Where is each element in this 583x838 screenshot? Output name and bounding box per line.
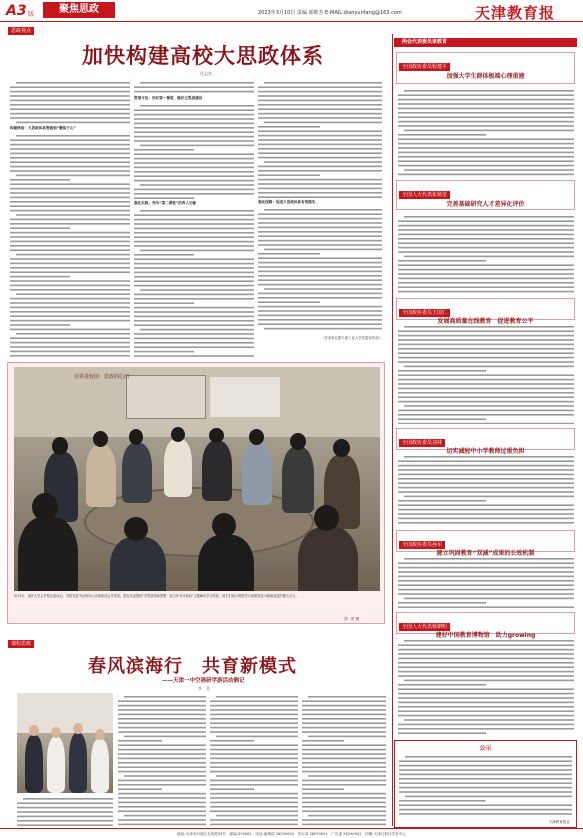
masthead-logo: 天津教育报	[475, 4, 556, 22]
photo2-student-face	[51, 727, 61, 738]
body-text-texture	[134, 103, 254, 199]
notice-signature: 天津教育报社	[548, 820, 570, 824]
notice-box[interactable]	[394, 740, 577, 828]
text-block	[398, 638, 574, 734]
rc-item-box[interactable]	[396, 428, 575, 455]
section-tag-sizheng: 思政视点	[8, 27, 34, 35]
photo2-student	[69, 733, 87, 793]
page-plate: 版	[28, 11, 35, 18]
article-headline[interactable]: 加快构建高校大思政体系	[82, 43, 324, 68]
body-text-texture	[398, 638, 574, 734]
column-name-badge: 聚焦思政	[43, 2, 115, 18]
rc-item-label: 全国政协委员王国仁	[399, 309, 450, 317]
photo-person-head	[52, 437, 68, 455]
photo-person	[86, 445, 116, 507]
article-byline: 任志会	[200, 71, 212, 76]
photo-person-head	[212, 513, 236, 538]
body-text-texture	[10, 133, 130, 358]
text-block	[399, 754, 572, 818]
page-footer: 地址:天津市河西区友谊路35号 邮编:300061 电话:编辑部 28290000 发行部 28290001 广告部 28290002 印刷:天津日报社印务中心	[0, 828, 583, 838]
article2-headline[interactable]: 春风滨海行 共育新模式	[88, 656, 297, 677]
rc-item-title: 建立巩固教育“双减”成果的长效机制	[436, 550, 535, 557]
rc-item-title: 加强大学生群体极端心理重建	[446, 73, 525, 80]
body-text-texture	[398, 88, 574, 176]
body-text-texture	[302, 694, 386, 826]
paragraph-head: 强化实践：突出“第二课堂”的育人功能	[134, 201, 197, 205]
photo-person-head	[209, 428, 224, 443]
text-block	[134, 103, 254, 199]
body-text-texture	[399, 754, 572, 818]
photo-person	[202, 441, 232, 501]
photo-person-foreground	[18, 517, 78, 591]
photo2-student	[25, 735, 43, 793]
text-block	[134, 80, 254, 94]
rc-item-label: 全国政协委员程建平	[399, 63, 450, 71]
text-block	[398, 324, 574, 424]
rc-item-label: 全国人大代表杨朝明	[399, 623, 450, 631]
text-block	[398, 214, 574, 294]
page-header	[0, 0, 583, 22]
photo-person	[282, 447, 314, 513]
rc-item-title: 完善基础研究人才差异化评价	[446, 201, 525, 208]
rc-item-title: 建好中国教育博物馆 助力growing	[435, 632, 536, 639]
body-text-texture	[10, 80, 130, 124]
text-block	[398, 454, 574, 526]
article2-byline: 李 菲	[198, 686, 210, 691]
body-text-texture	[258, 80, 382, 198]
photo2-student-face	[95, 729, 105, 740]
photo-person-head	[333, 439, 350, 457]
body-text-texture	[258, 207, 382, 333]
body-text-texture	[118, 694, 206, 826]
right-column-section-title: 两会代表委员谈教育	[394, 38, 577, 47]
rc-item-label: 全国政协委员刘林	[399, 439, 445, 447]
rc-item-box[interactable]	[396, 298, 575, 325]
column-divider	[392, 34, 393, 826]
rc-item-box[interactable]	[396, 52, 575, 84]
photo2-student	[47, 737, 65, 793]
photo-person-head	[124, 517, 148, 541]
paragraph-head: 贯彻方法：用好第一课堂，做好主渠道建设	[134, 96, 203, 100]
photo-person	[242, 443, 272, 505]
body-text-texture	[398, 556, 574, 608]
article-column-3	[258, 80, 382, 358]
photo2-student-face	[73, 723, 83, 734]
body-text-texture	[134, 80, 254, 94]
body-text-texture	[17, 796, 113, 826]
photo2-student-face	[29, 725, 39, 736]
photo-person	[164, 439, 192, 497]
body-text-texture	[398, 214, 574, 294]
students-photo[interactable]	[17, 693, 113, 793]
rc-item-box[interactable]	[396, 612, 575, 639]
notice-title: 公示	[479, 745, 492, 752]
photo-person-head	[290, 433, 306, 450]
rc-item-box[interactable]	[396, 180, 575, 210]
photo-person-foreground	[198, 535, 254, 591]
rc-item-box[interactable]	[396, 530, 575, 557]
seminar-photo[interactable]	[14, 367, 380, 591]
rc-item-title: 发展高质量在线教育 促进教育公平	[437, 318, 534, 325]
dateline: 2023年3月10日 责编 邱维芳 E-MAIL:dianyunfang@163.com	[258, 10, 402, 16]
photo-person-head	[249, 429, 264, 445]
photo-person-foreground	[298, 527, 358, 591]
page-number: A3	[6, 3, 27, 19]
text-block	[398, 88, 574, 176]
text-block	[258, 80, 382, 198]
body-text-texture	[210, 694, 298, 826]
text-block	[134, 208, 254, 358]
body-text-texture	[398, 324, 574, 424]
article-column-2	[134, 80, 254, 358]
text-block	[210, 694, 298, 826]
photo2-student	[91, 739, 109, 793]
article-column-1	[10, 80, 130, 358]
author-note: （作者单位系天津工业大学党委宣传部）	[320, 336, 382, 340]
photo-banner	[210, 377, 280, 417]
text-block	[17, 796, 113, 826]
text-block	[302, 694, 386, 826]
paragraph-head: 强化保障：促进大思政体系有效落实	[258, 200, 316, 204]
body-text-texture	[398, 454, 574, 526]
text-block	[10, 80, 130, 124]
photo-person-head	[171, 427, 185, 442]
rc-item-label: 全国政协委员孙军	[399, 541, 445, 549]
photo-banner-text: 宣讲进校园 思政润心田	[74, 374, 130, 380]
section-tag-kecheng: 课程思政	[8, 640, 34, 648]
photo-person	[122, 443, 152, 503]
paragraph-head: 构建格局：大思政体系要做到“聚焦于心”	[10, 126, 76, 130]
text-block	[398, 556, 574, 608]
photo-caption: 3月3日，南开大学召开校友座谈会，学校党委书记杨庆山出席座谈会并讲话，校友代表围绕“学思践悟新思想 担当作为开新局”主题畅谈学习收获，师生们表示将把学习成果转化为砥砺奋进的强大动力。	[14, 594, 299, 598]
photo-person-head	[314, 505, 339, 531]
photo-person-head	[93, 431, 108, 447]
photo-screen	[126, 375, 206, 419]
rc-item-label: 全国人大代表张杨堂	[399, 191, 450, 199]
photo-person-head	[32, 493, 58, 521]
rc-item-title: 切实减轻中小学教师过重负担	[446, 448, 525, 455]
photo-credit: 刘 哲 摄	[344, 617, 360, 621]
text-block	[10, 133, 130, 358]
text-block	[258, 207, 382, 333]
text-block	[118, 694, 206, 826]
photo-person-foreground	[110, 537, 166, 591]
body-text-texture	[134, 208, 254, 358]
article2-subheadline: ——天津一中空港研学游活动侧记	[162, 678, 245, 684]
photo-person-head	[129, 429, 143, 445]
